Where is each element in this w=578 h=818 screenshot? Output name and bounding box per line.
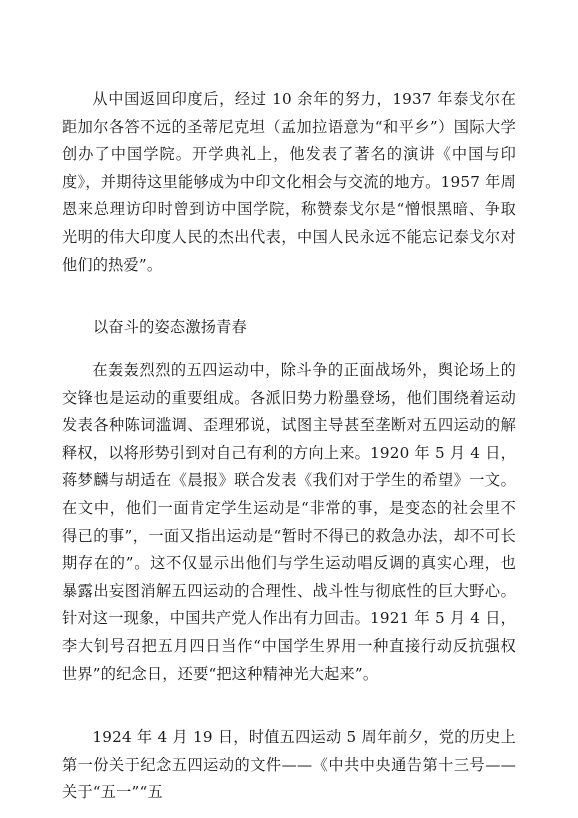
- paragraph-tagore-chinese-institute: 从中国返回印度后，经过 10 余年的努力，1937 年泰戈尔在距加尔各答不远的圣蒂尼克坦（孟加拉语意为“和平乡”）国际大学创办了中国学院。开学典礼上，他发表了著名的演讲《中国与印度》，并期待这里能够成为中印文化相会与交流的地方。1957 年周恩来总理访印时曾到访中国学院，称赞泰戈尔是“憎恨黑暗、争取光明的伟大印度人民的杰出代表，中国人民永远不能忘记泰戈尔对他们的热爱”。: [62, 90, 516, 274]
- paragraph-may-fourth-debate: 在轰轰烈烈的五四运动中，除斗争的正面战场外，舆论场上的交锋也是运动的重要组成。各派旧势力粉墨登场，他们围绕着运动发表各种陈词滥调、歪理邪说，试图主导甚至垄断对五四运动的解释权，以将形势引到对自己有利的方向上来。1920 年 5 月 4 日，蒋梦麟与胡适在《晨报》联合发表《我们对于学生的希望》一文。在文中，他们一面肯定学生运动是“非常的事，是变态的社会里不得已的事”，一面又指出运动是“暂时不得已的救急办法，却不可长期存在的”。这不仅显示出他们与学生运动唱反调的真实心理，也暴露出妄图消解五四运动的合理性、战斗性与彻底性的巨大野心。针对这一现象，中国共产党人作出有力回击。1921 年 5 月 4 日，李大钊号召把五月四日当作“中国学生界用一种直接行动反抗强权世界”的纪念日，还要“把这种精神光大起来”。: [62, 361, 516, 683]
- paragraph-1924-notice: 1924 年 4 月 19 日，时值五四运动 5 周年前夕，党的历史上第一份关于纪念五四运动的文件——《中共中央通告第十三号——关于“五一”“五: [62, 728, 516, 802]
- section-heading: 以奋斗的姿态激扬青春: [93, 318, 247, 336]
